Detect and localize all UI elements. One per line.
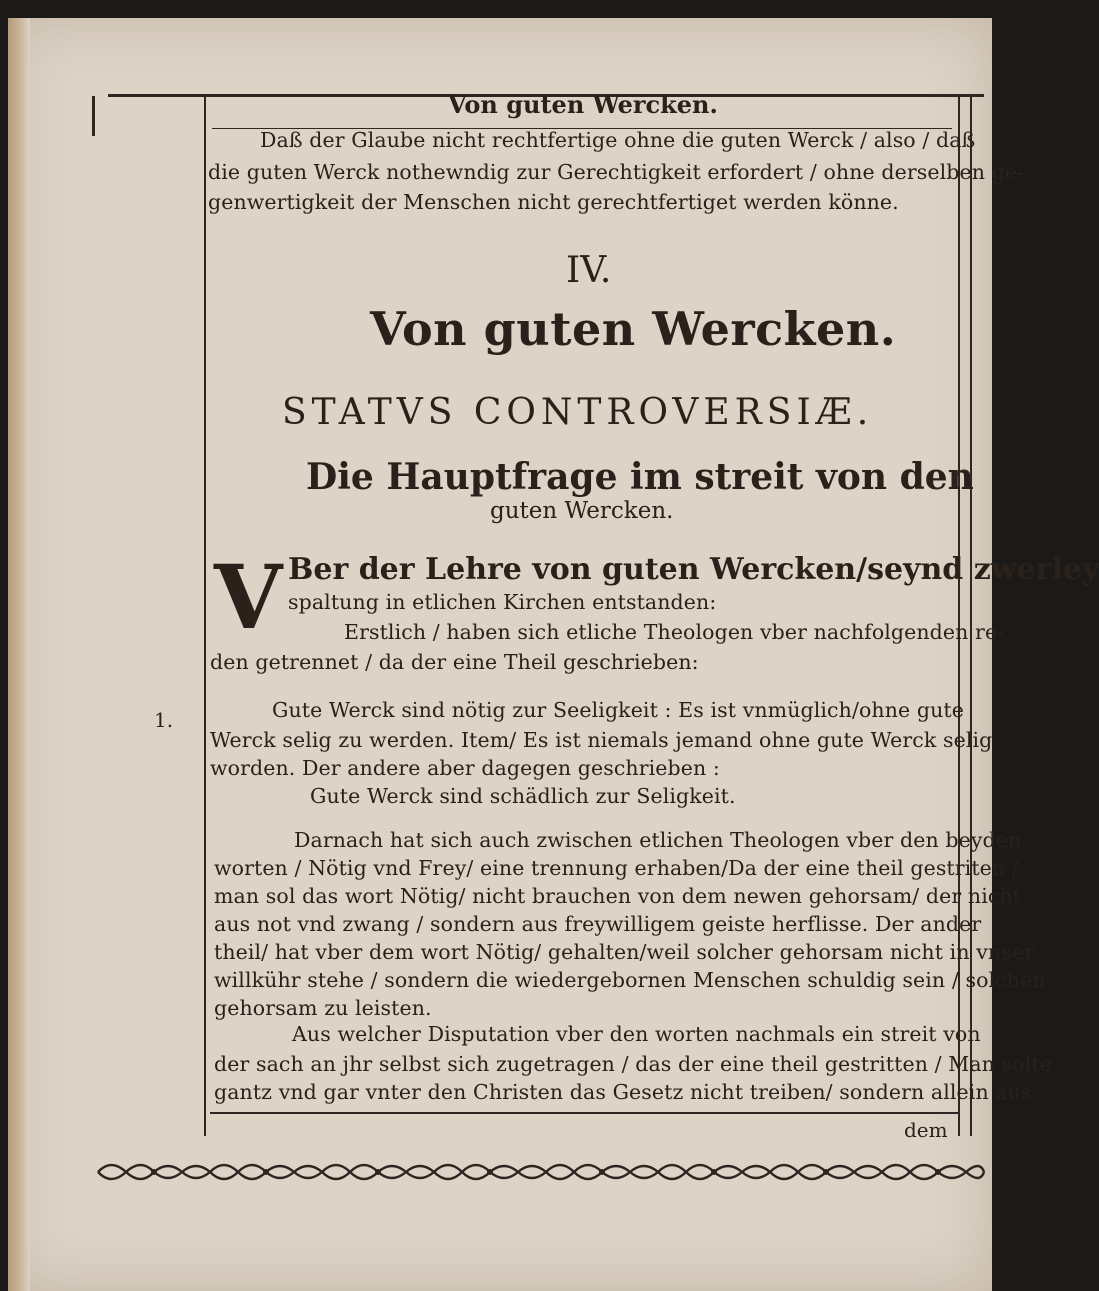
intro-line-1: Daß der Glaube nicht rechtfertige ohne die guten Werck / also / daß xyxy=(260,128,976,152)
intro-line-2: die guten Werck nothewndig zur Gerechtigkeit erfordert / ohne derselben ge- xyxy=(208,160,1025,184)
body-line-15: Aus welcher Disputation vber den worten nachmals ein streit von xyxy=(292,1022,981,1046)
article-number: IV. xyxy=(566,250,612,291)
body-line-6: worden. Der andere aber dagegen geschrieben : xyxy=(210,756,720,780)
article-title: Von guten Wercken. xyxy=(370,302,897,356)
running-title: Von guten Wercken. xyxy=(448,90,718,119)
body-line-14: gehorsam zu leisten. xyxy=(214,996,432,1020)
status-heading: STATVS CONTROVERSIÆ. xyxy=(282,392,874,433)
body-line-13: willkühr stehe / sondern die wiedergebornen Menschen schuldig sein / solchen xyxy=(214,968,1046,992)
body-line-17: gantz vnd gar vnter den Christen das Gesetz nicht treiben/ sondern allein aus xyxy=(214,1080,1032,1104)
bottom-rule xyxy=(210,1112,958,1114)
left-outer-rule xyxy=(92,96,95,136)
body-line-12: theil/ hat vber dem wort Nötig/ gehalten/weil solcher gehorsam nicht in vnser xyxy=(214,940,1034,964)
body-line-7: Gute Werck sind schädlich zur Seligkeit. xyxy=(310,784,736,808)
catchword: dem xyxy=(904,1118,948,1142)
page-gutter xyxy=(8,18,30,1291)
body-line-10: man sol das wort Nötig/ nicht brauchen von dem newen gehorsam/ der nicht xyxy=(214,884,1022,908)
body-line-9: worten / Nötig vnd Frey/ eine trennung erhaben/Da der eine theil gestriten / xyxy=(214,856,1019,880)
body-line-11: aus not vnd zwang / sondern aus freywilligem geiste herflisse. Der ander xyxy=(214,912,982,936)
body-line-5: Werck selig zu werden. Item/ Es ist niemals jemand ohne gute Werck selig xyxy=(210,728,993,752)
subtitle-line-1: Die Hauptfrage im streit von den xyxy=(306,456,974,498)
body-line-1: spaltung in etlichen Kirchen entstanden: xyxy=(288,590,717,614)
left-rule xyxy=(204,96,206,1136)
body-line-2: Erstlich / haben sich etliche Theologen vber nachfolgenden re- xyxy=(344,620,1005,644)
ornament-border xyxy=(96,1154,986,1190)
body-line-4: Gute Werck sind nötig zur Seeligkeit : Es ist vnmüglich/ohne gute xyxy=(272,698,964,722)
body-line-8: Darnach hat sich auch zwischen etlichen Theologen vber den beyden xyxy=(294,828,1022,852)
body-line-16: der sach an jhr selbst sich zugetragen / das der eine theil gestritten / Man solte xyxy=(214,1052,1052,1076)
body-line-3: den getrennet / da der eine Theil geschrieben: xyxy=(210,650,699,674)
drop-cap: V xyxy=(214,545,283,649)
margin-number: 1. xyxy=(154,708,174,732)
intro-line-3: genwertigkeit der Menschen nicht gerechtfertiget werden könne. xyxy=(208,190,899,214)
subtitle-line-2: guten Wercken. xyxy=(490,498,674,524)
body-first-line: Ber der Lehre von guten Wercken/seynd zwerley xyxy=(288,552,1099,587)
